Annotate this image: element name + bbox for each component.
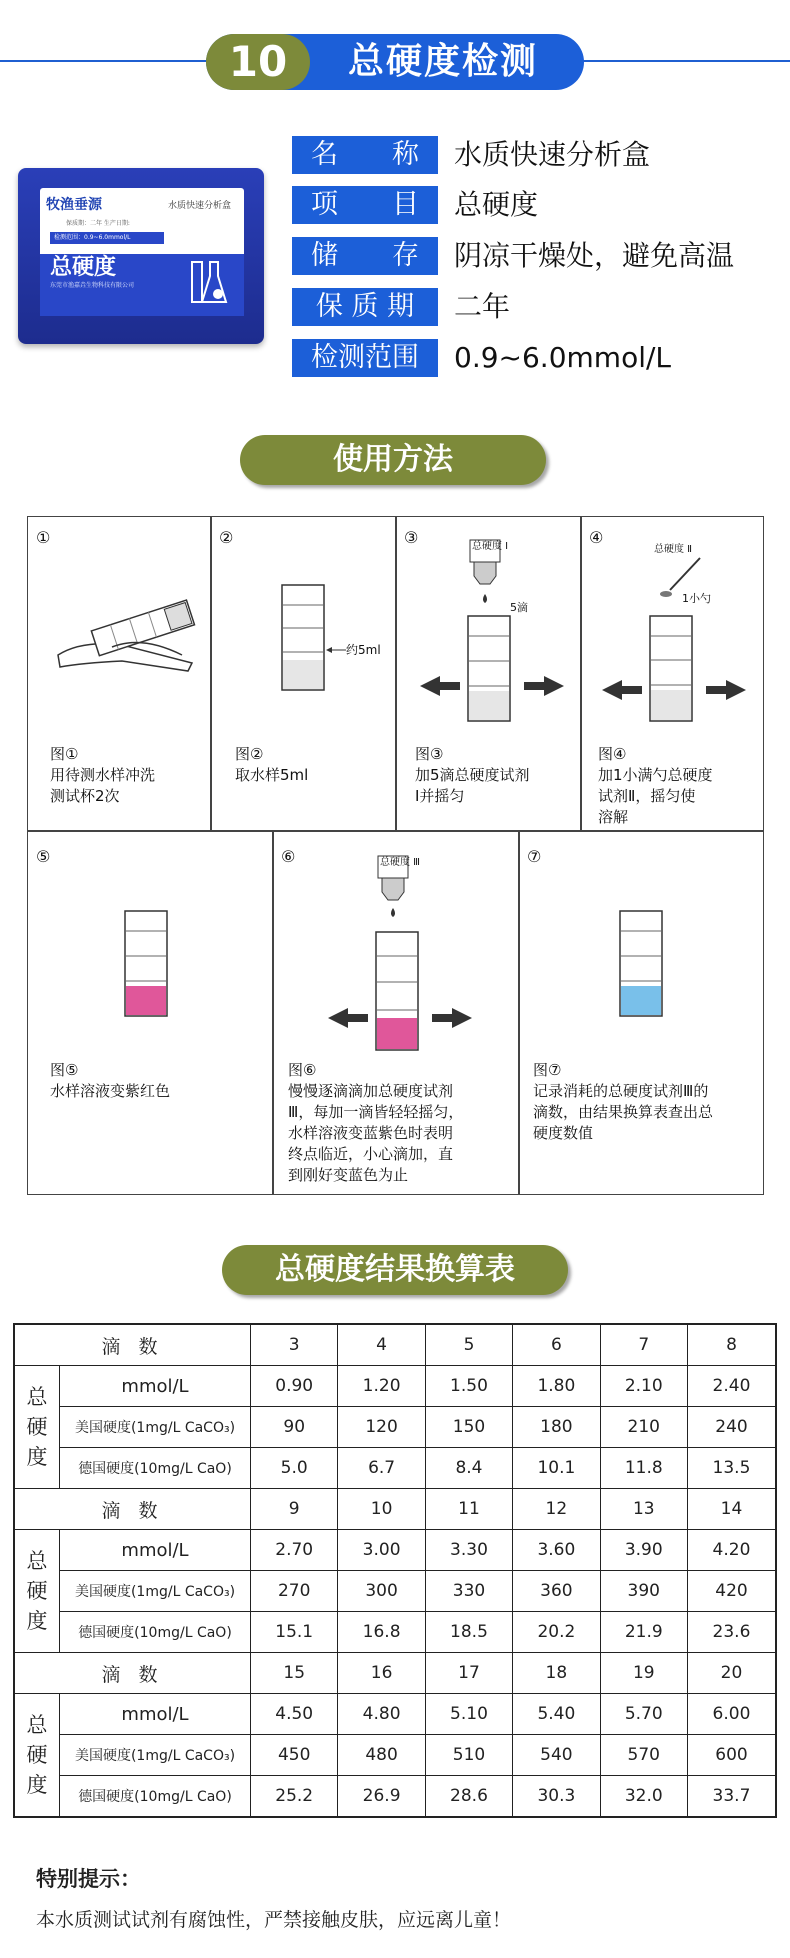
value-cell: 21.9	[600, 1612, 687, 1653]
value-cell: 11.8	[600, 1448, 687, 1489]
table-row	[14, 1324, 776, 1366]
drops-cell: 20	[687, 1653, 776, 1694]
step-number: ①	[36, 528, 51, 547]
box-subtitle: 水质快速分析盒	[168, 201, 232, 211]
step2-caption: 图② 取水样5ml	[235, 745, 309, 784]
drops-cell: 14	[687, 1489, 776, 1530]
step5-caption: 图⑤ 水样溶液变紫红色	[50, 1061, 171, 1100]
add-reagent-2-illustration	[600, 540, 750, 730]
spec-value-shelf-life: 二年	[454, 290, 511, 323]
product-box-image	[18, 168, 264, 344]
step4-note: 1小勺	[682, 592, 711, 605]
value-cell: 510	[425, 1735, 512, 1776]
drops-label: 滴 数	[14, 1653, 251, 1694]
divider	[518, 830, 520, 1195]
spec-value-item: 总硬度	[454, 188, 539, 221]
drops-cell: 11	[425, 1489, 512, 1530]
spec-label-range: 检测范围	[292, 339, 438, 377]
table-row	[14, 1448, 776, 1489]
value-cell: 420	[687, 1571, 776, 1612]
drops-label: 滴 数	[14, 1489, 251, 1530]
total-hardness-group-label: 总 硬 度	[14, 1530, 60, 1653]
table-row	[14, 1653, 776, 1694]
value-cell: 30.3	[513, 1776, 600, 1818]
step3-note: 5滴	[510, 601, 528, 614]
unit-label: 美国硬度(1mg/L CaCO₃)	[60, 1571, 251, 1612]
table-row	[14, 1735, 776, 1776]
table-row	[14, 1612, 776, 1653]
box-company: 东莞市渔嘉垚生物科技有限公司	[50, 282, 135, 289]
value-cell: 450	[251, 1735, 338, 1776]
spec-label-item: 项 目	[292, 186, 438, 224]
drops-cell: 8	[687, 1324, 776, 1366]
value-cell: 4.80	[338, 1694, 425, 1735]
value-cell: 570	[600, 1735, 687, 1776]
step4-reagent: 总硬度 Ⅱ	[654, 544, 693, 555]
value-cell: 8.4	[425, 1448, 512, 1489]
drops-cell: 17	[425, 1653, 512, 1694]
value-cell: 150	[425, 1407, 512, 1448]
value-cell: 10.1	[513, 1448, 600, 1489]
drops-cell: 3	[251, 1324, 338, 1366]
step6-caption: 图⑥ 慢慢逐滴滴加总硬度试剂 Ⅲ，每加一滴皆轻轻摇匀， 水样溶液变蓝紫色时表明 终点临近，小心滴加，直 到刚好变蓝色为止	[288, 1061, 464, 1184]
unit-label: 美国硬度(1mg/L CaCO₃)	[60, 1407, 251, 1448]
drops-cell: 18	[513, 1653, 600, 1694]
value-cell: 18.5	[425, 1612, 512, 1653]
step-number: ②	[219, 528, 234, 547]
step3-caption: 图③ 加5滴总硬度试剂 Ⅰ并摇匀	[415, 745, 530, 805]
table-row	[14, 1366, 776, 1407]
value-cell: 13.5	[687, 1448, 776, 1489]
value-cell: 20.2	[513, 1612, 600, 1653]
titration-illustration	[326, 852, 476, 1057]
step2-note: 约5ml	[346, 643, 381, 657]
value-cell: 1.20	[338, 1366, 425, 1407]
drops-cell: 9	[251, 1489, 338, 1530]
drops-cell: 13	[600, 1489, 687, 1530]
spec-value-storage: 阴凉干燥处，避免高温	[454, 239, 735, 272]
value-cell: 4.50	[251, 1694, 338, 1735]
table-row	[14, 1694, 776, 1735]
value-cell: 210	[600, 1407, 687, 1448]
unit-label: 德国硬度(10mg/L CaO)	[60, 1776, 251, 1818]
box-main-label: 总硬度	[50, 255, 117, 280]
value-cell: 5.70	[600, 1694, 687, 1735]
drops-cell: 5	[425, 1324, 512, 1366]
section-number: 10	[206, 34, 310, 90]
spec-value-name: 水质快速分析盒	[454, 138, 651, 171]
spec-label-shelf-life: 保 质 期	[292, 288, 438, 326]
table-title: 总硬度结果换算表	[222, 1245, 568, 1295]
value-cell: 25.2	[251, 1776, 338, 1818]
value-cell: 300	[338, 1571, 425, 1612]
step3-reagent: 总硬度 Ⅰ	[472, 541, 509, 552]
value-cell: 0.90	[251, 1366, 338, 1407]
usage-title: 使用方法	[240, 435, 546, 485]
value-cell: 360	[513, 1571, 600, 1612]
value-cell: 26.9	[338, 1776, 425, 1818]
step-number: ④	[589, 528, 604, 547]
step4-caption: 图④ 加1小满勺总硬度 试剂Ⅱ，摇匀使 溶解	[598, 745, 713, 826]
step-number: ⑦	[527, 847, 542, 866]
value-cell: 540	[513, 1735, 600, 1776]
value-cell: 330	[425, 1571, 512, 1612]
value-cell: 16.8	[338, 1612, 425, 1653]
box-shelf-note: 保质期：二年 生产日期:	[66, 220, 130, 227]
value-cell: 240	[687, 1407, 776, 1448]
value-cell: 90	[251, 1407, 338, 1448]
value-cell: 600	[687, 1735, 776, 1776]
divider	[272, 830, 274, 1195]
value-cell: 6.7	[338, 1448, 425, 1489]
cup-5ml-illustration	[270, 580, 380, 695]
spec-label-name: 名 称	[292, 136, 438, 174]
conversion-table	[13, 1323, 777, 1818]
value-cell: 32.0	[600, 1776, 687, 1818]
value-cell: 270	[251, 1571, 338, 1612]
value-cell: 15.1	[251, 1612, 338, 1653]
value-cell: 120	[338, 1407, 425, 1448]
divider	[580, 516, 582, 832]
value-cell: 4.20	[687, 1530, 776, 1571]
value-cell: 28.6	[425, 1776, 512, 1818]
drops-cell: 4	[338, 1324, 425, 1366]
section-title: 总硬度检测	[347, 41, 538, 82]
drops-cell: 19	[600, 1653, 687, 1694]
unit-label: mmol/L	[60, 1694, 251, 1735]
value-cell: 390	[600, 1571, 687, 1612]
header-line-right	[580, 60, 790, 62]
add-reagent-1-illustration	[418, 536, 568, 726]
total-hardness-group-label: 总 硬 度	[14, 1366, 60, 1489]
box-brand: 牧渔垂源	[46, 197, 102, 213]
value-cell: 1.80	[513, 1366, 600, 1407]
step1-caption: 图① 用待测水样冲洗 测试杯2次	[50, 745, 156, 805]
value-cell: 180	[513, 1407, 600, 1448]
drops-cell: 16	[338, 1653, 425, 1694]
spec-label-storage: 储 存	[292, 237, 438, 275]
value-cell: 2.40	[687, 1366, 776, 1407]
value-cell: 480	[338, 1735, 425, 1776]
unit-label: mmol/L	[60, 1530, 251, 1571]
value-cell: 5.40	[513, 1694, 600, 1735]
table-row	[14, 1407, 776, 1448]
table-row	[14, 1489, 776, 1530]
value-cell: 23.6	[687, 1612, 776, 1653]
value-cell: 33.7	[687, 1776, 776, 1818]
table-row	[14, 1571, 776, 1612]
unit-label: 德国硬度(10mg/L CaO)	[60, 1612, 251, 1653]
unit-label: 美国硬度(1mg/L CaCO₃)	[60, 1735, 251, 1776]
table-row	[14, 1530, 776, 1571]
drops-cell: 15	[251, 1653, 338, 1694]
step-number: ⑤	[36, 847, 51, 866]
step-number: ⑥	[281, 847, 296, 866]
value-cell: 3.00	[338, 1530, 425, 1571]
tip-text: 本水质测试试剂有腐蚀性，严禁接触皮肤，应远离儿童！	[36, 1909, 512, 1931]
step-number: ③	[404, 528, 419, 547]
total-hardness-group-label: 总 硬 度	[14, 1694, 60, 1818]
rinse-cup-illustration	[52, 585, 202, 685]
tip-heading: 特别提示：	[36, 1867, 141, 1891]
drops-cell: 12	[513, 1489, 600, 1530]
step7-caption: 图⑦ 记录消耗的总硬度试剂Ⅲ的 滴数，由结果换算表查出总 硬度数值	[533, 1061, 714, 1142]
value-cell: 6.00	[687, 1694, 776, 1735]
value-cell: 5.0	[251, 1448, 338, 1489]
divider	[395, 516, 397, 832]
value-cell: 2.70	[251, 1530, 338, 1571]
drops-label: 滴 数	[14, 1324, 251, 1366]
drops-cell: 6	[513, 1324, 600, 1366]
header-line-left	[0, 60, 210, 62]
flask-icon	[186, 258, 228, 310]
purple-red-cup-illustration	[120, 906, 180, 1021]
drops-cell: 10	[338, 1489, 425, 1530]
box-range-bar: 检测范围：0.9~6.0mmol/L	[50, 232, 164, 244]
value-cell: 5.10	[425, 1694, 512, 1735]
unit-label: 德国硬度(10mg/L CaO)	[60, 1448, 251, 1489]
unit-label: mmol/L	[60, 1366, 251, 1407]
blue-cup-illustration	[615, 906, 675, 1021]
drops-cell: 7	[600, 1324, 687, 1366]
table-row	[14, 1776, 776, 1818]
divider	[210, 516, 212, 832]
spec-value-range: 0.9~6.0mmol/L	[454, 341, 672, 374]
value-cell: 3.60	[513, 1530, 600, 1571]
value-cell: 2.10	[600, 1366, 687, 1407]
value-cell: 3.30	[425, 1530, 512, 1571]
value-cell: 3.90	[600, 1530, 687, 1571]
step6-reagent: 总硬度 Ⅲ	[380, 857, 421, 868]
value-cell: 1.50	[425, 1366, 512, 1407]
